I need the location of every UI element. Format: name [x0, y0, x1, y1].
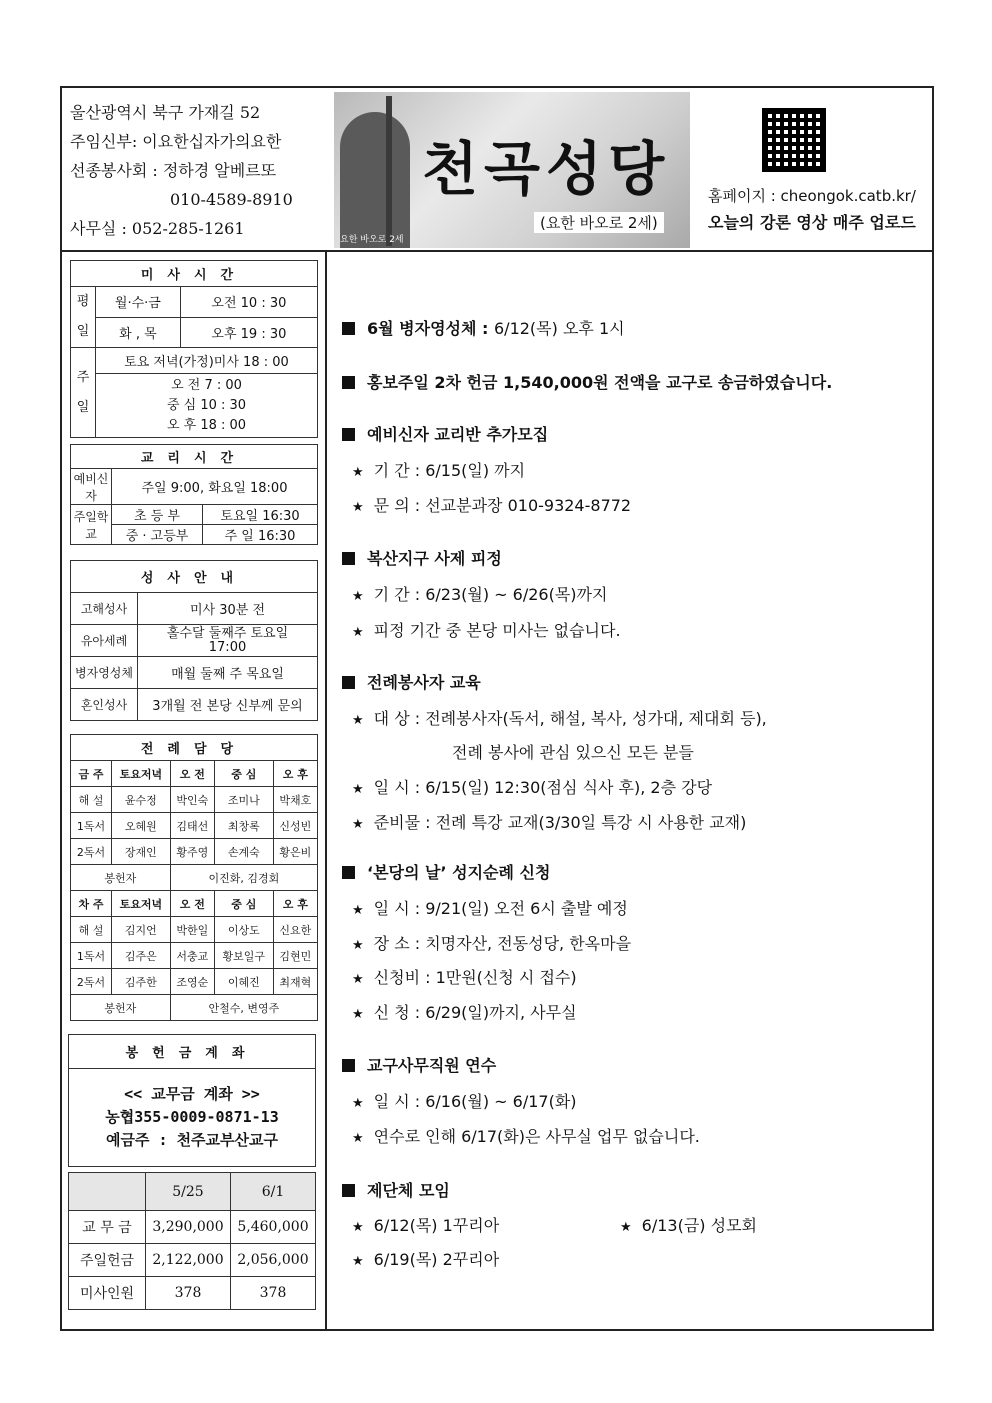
account-table	[68, 1034, 316, 1167]
sacrament-title: 성사안내	[71, 561, 318, 593]
liturgy-title: 전례담당	[71, 735, 318, 761]
finance-key: 미사인원	[69, 1277, 146, 1310]
square-bullet-icon	[342, 1059, 355, 1072]
elementary-label: 초 등 부	[112, 505, 203, 525]
finance-value: 378	[231, 1277, 316, 1310]
finance-key: 교 무 금	[69, 1211, 146, 1244]
star-bullet-icon: ★	[352, 465, 364, 480]
middle-time: 주 일 16:30	[203, 525, 318, 545]
list-item: ★ 문 의 : 선교분과장 010-9324-8772	[352, 496, 632, 515]
funeral-phone: 010-4589-8910	[170, 190, 293, 209]
square-bullet-icon	[342, 552, 355, 565]
table-row	[71, 787, 318, 813]
pastor: 주임신부: 이요한십자가의요한	[70, 132, 282, 151]
name-cell: 박한일	[170, 917, 214, 943]
star-bullet-icon: ★	[620, 1220, 632, 1235]
name-cell: 신성빈	[273, 813, 317, 839]
sacrament-table	[70, 560, 318, 721]
role-cell: 1독서	[71, 813, 112, 839]
list-item: ★ 피정 기간 중 본당 미사는 없습니다.	[352, 621, 621, 640]
patron-saint: (요한 바오로 2세)	[534, 212, 664, 233]
saturday-mass: 토요 저녁(가정)미사 18 : 00	[96, 348, 318, 374]
table-row	[71, 943, 318, 969]
sacrament-value: 홀수달 둘째주 토요일 17:00	[138, 625, 318, 657]
name-cell: 황보일구	[214, 943, 273, 969]
name-cell: 조영순	[170, 969, 214, 995]
office-phone: 사무실 : 052-285-1261	[70, 219, 245, 238]
church-banner	[334, 92, 690, 248]
middle-label: 중 · 고등부	[112, 525, 203, 545]
lecture-notice: 오늘의 강론 영상 매주 업로드	[708, 213, 916, 232]
sacrament-key: 고해성사	[71, 593, 138, 625]
square-bullet-icon	[342, 428, 355, 441]
funeral-service: 선종봉사회 : 정하경 알베르또	[70, 161, 277, 180]
name-cell: 신요한	[273, 917, 317, 943]
col-header: 토요저녁	[112, 891, 171, 917]
name-cell: 윤수정	[112, 787, 171, 813]
star-bullet-icon: ★	[352, 938, 364, 953]
offertory-names: 안철수, 변영주	[170, 995, 317, 1021]
table-row	[69, 1244, 316, 1277]
finance-date: 5/25	[146, 1173, 231, 1211]
account-title: 봉헌금계좌	[69, 1035, 316, 1069]
list-item: ★ 6/12(목) 1꾸리아	[352, 1216, 500, 1235]
star-bullet-icon: ★	[352, 1096, 364, 1111]
list-item: ★ 신 청 : 6/29(일)까지, 사무실	[352, 1003, 577, 1022]
role-cell: 해 설	[71, 787, 112, 813]
sacrament-key: 유아세례	[71, 625, 138, 657]
name-cell: 김현민	[273, 943, 317, 969]
sacrament-key: 혼인성사	[71, 689, 138, 721]
crozier-icon	[386, 96, 392, 246]
star-bullet-icon: ★	[352, 625, 364, 640]
list-item: ★ 준비물 : 전례 특강 교재(3/30일 특강 시 사용한 교재)	[352, 813, 747, 832]
list-item: ★ 일 시 : 9/21(일) 오전 6시 출발 예정	[352, 899, 628, 918]
star-bullet-icon: ★	[352, 500, 364, 515]
name-cell: 박인숙	[170, 787, 214, 813]
offertory-label: 봉헌자	[71, 995, 171, 1021]
name-cell: 최창록	[214, 813, 273, 839]
weekday-time-1: 오전 10 : 30	[180, 287, 317, 318]
table-row	[71, 917, 318, 943]
weekday-time-2: 오후 19 : 30	[180, 317, 317, 348]
notice-sick-communion: 6월 병자영성체 : 6/12(목) 오후 1시	[342, 316, 625, 339]
name-cell: 이상도	[214, 917, 273, 943]
role-cell: 2독서	[71, 969, 112, 995]
star-bullet-icon: ★	[352, 903, 364, 918]
notice-staff-training: 교구사무직원 연수	[342, 1053, 496, 1076]
name-cell: 장재인	[112, 839, 171, 865]
list-item: ★ 일 시 : 6/15(일) 12:30(점심 식사 후), 2층 강당	[352, 778, 713, 797]
notice-liturgy-training: 전례봉사자 교육	[342, 670, 481, 693]
finance-value: 2,056,000	[231, 1244, 316, 1277]
col-header: 오 후	[273, 891, 317, 917]
name-cell: 박채호	[273, 787, 317, 813]
sacrament-value: 매월 둘째 주 목요일	[138, 657, 318, 689]
list-item: ★ 6/13(금) 성모회	[620, 1216, 757, 1235]
star-bullet-icon: ★	[352, 972, 364, 987]
finance-value: 3,290,000	[146, 1211, 231, 1244]
liturgy-table	[70, 734, 318, 1021]
finance-key: 주일헌금	[69, 1244, 146, 1277]
doctrine-table	[70, 444, 318, 545]
name-cell: 황주영	[170, 839, 214, 865]
star-bullet-icon: ★	[352, 1007, 364, 1022]
column-divider	[325, 250, 327, 1329]
finance-date: 6/1	[231, 1173, 316, 1211]
name-cell: 황은비	[273, 839, 317, 865]
notice-value: 6/12(목) 오후 1시	[494, 319, 625, 338]
catechumen-time: 주일 9:00, 화요일 18:00	[112, 469, 318, 505]
star-bullet-icon: ★	[352, 713, 364, 728]
offertory-label: 봉헌자	[71, 865, 171, 891]
name-cell: 김지언	[112, 917, 171, 943]
doctrine-title: 교리시간	[71, 445, 318, 469]
sunday-mass-3: 오 후 18 : 00	[166, 417, 247, 433]
star-bullet-icon: ★	[352, 589, 364, 604]
notice-offering: 홍보주일 2차 헌금 1,540,000원 전액을 교구로 송금하였습니다.	[342, 370, 832, 393]
notice-groups: 제단체 모임	[342, 1178, 450, 1201]
square-bullet-icon	[342, 1184, 355, 1197]
list-item: ★ 대 상 : 전례봉사자(독서, 해설, 복사, 성가대, 제대회 등),	[352, 709, 767, 728]
church-info	[70, 98, 293, 243]
list-item: ★ 연수로 인해 6/17(화)은 사무실 업무 없습니다.	[352, 1127, 700, 1146]
offertory-names: 이진화, 김경회	[170, 865, 317, 891]
col-header: 오 전	[170, 891, 214, 917]
list-item: ★ 6/19(목) 2꾸리아	[352, 1250, 500, 1269]
homepage-link[interactable]: 홈페이지 : cheongok.catb.kr/	[708, 187, 916, 205]
sacrament-value: 3개월 전 본당 신부께 문의	[138, 689, 318, 721]
table-row	[71, 969, 318, 995]
role-cell: 해 설	[71, 917, 112, 943]
star-bullet-icon: ★	[352, 817, 364, 832]
name-cell: 이혜진	[214, 969, 273, 995]
account-number: 농협355-0009-0871-13	[105, 1108, 279, 1126]
list-item: ★ 장 소 : 치명자산, 전동성당, 한옥마을	[352, 934, 632, 953]
star-bullet-icon: ★	[352, 1254, 364, 1269]
table-row	[69, 1277, 316, 1310]
list-item: ★ 일 시 : 6/16(월) ~ 6/17(화)	[352, 1092, 577, 1111]
role-cell: 2독서	[71, 839, 112, 865]
address: 울산광역시 북구 가재길 52	[70, 103, 261, 122]
list-item-continued: 전례 봉사에 관심 있으신 모든 분들	[452, 743, 694, 762]
weekday-days-2: 화 , 목	[96, 317, 181, 348]
col-header: 차 주	[71, 891, 112, 917]
mass-title: 미사시간	[71, 261, 318, 287]
finance-value: 378	[146, 1277, 231, 1310]
pope-figure-image	[340, 112, 410, 248]
list-item: ★ 기 간 : 6/15(일) 까지	[352, 461, 526, 480]
square-bullet-icon	[342, 376, 355, 389]
table-row	[71, 839, 318, 865]
col-header: 금 주	[71, 761, 112, 787]
finance-table	[68, 1172, 316, 1310]
name-cell: 김주은	[112, 943, 171, 969]
notice-retreat: 복산지구 사제 피정	[342, 546, 502, 569]
name-cell: 서충교	[170, 943, 214, 969]
church-name: 천곡성당	[422, 135, 671, 203]
finance-value: 5,460,000	[231, 1211, 316, 1244]
header-divider	[62, 250, 932, 252]
name-cell: 손계숙	[214, 839, 273, 865]
mass-times-table	[70, 260, 318, 438]
square-bullet-icon	[342, 866, 355, 879]
sunday-school-label: 주일학교	[71, 505, 112, 545]
star-bullet-icon: ★	[352, 1220, 364, 1235]
account-heading: << 교무금 계좌 >>	[124, 1085, 260, 1103]
list-item: ★ 신청비 : 1만원(신청 시 접수)	[352, 968, 577, 987]
weekday-label: 평일	[71, 287, 96, 348]
name-cell: 오혜원	[112, 813, 171, 839]
name-cell: 김태선	[170, 813, 214, 839]
square-bullet-icon	[342, 322, 355, 335]
sunday-mass-1: 오 전 7 : 00	[171, 377, 242, 393]
catechumen-label: 예비신자	[71, 469, 112, 505]
list-item: ★ 기 간 : 6/23(월) ~ 6/26(목)까지	[352, 585, 608, 604]
col-header: 중 심	[214, 891, 273, 917]
sacrament-value: 미사 30분 전	[138, 593, 318, 625]
table-row	[69, 1211, 316, 1244]
col-header: 중 심	[214, 761, 273, 787]
sacrament-key: 병자영성체	[71, 657, 138, 689]
col-header: 토요저녁	[112, 761, 171, 787]
star-bullet-icon: ★	[352, 1131, 364, 1146]
name-cell: 조미나	[214, 787, 273, 813]
photo-caption: 요한 바오로 2세	[340, 235, 404, 245]
weekday-days-1: 월·수·금	[96, 287, 181, 318]
finance-value: 2,122,000	[146, 1244, 231, 1277]
star-bullet-icon: ★	[352, 782, 364, 797]
finance-corner	[69, 1173, 146, 1211]
col-header: 오 전	[170, 761, 214, 787]
col-header: 오 후	[273, 761, 317, 787]
notice-pilgrimage: ‘본당의 날’ 성지순례 신청	[342, 860, 550, 883]
qr-code-icon[interactable]	[762, 108, 826, 172]
name-cell: 김주한	[112, 969, 171, 995]
elementary-time: 토요일 16:30	[203, 505, 318, 525]
notice-catechumen: 예비신자 교리반 추가모집	[342, 422, 548, 445]
account-holder: 예금주 : 천주교부산교구	[106, 1131, 278, 1149]
role-cell: 1독서	[71, 943, 112, 969]
square-bullet-icon	[342, 676, 355, 689]
sunday-mass-2: 중 심 10 : 30	[166, 397, 247, 413]
sunday-label: 주일	[71, 348, 96, 438]
table-row	[71, 813, 318, 839]
name-cell: 최재혁	[273, 969, 317, 995]
